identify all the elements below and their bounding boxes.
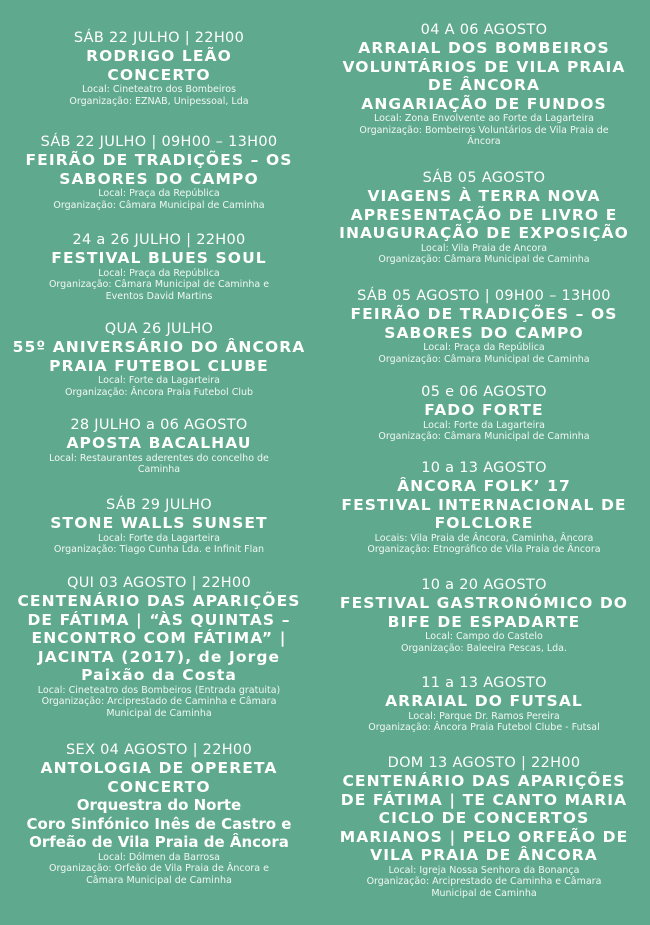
event-block — [0, 417, 318, 476]
event-title-line: APOSTA BACALHAU — [66, 434, 252, 452]
event-date: QUA 26 JULHO — [104, 321, 214, 337]
event-title-line: STONE WALLS SUNSET — [50, 514, 268, 532]
event-block — [0, 30, 318, 107]
event-title-line: DE FÁTIMA | “ÀS QUINTAS – — [27, 610, 291, 629]
event-block — [0, 321, 318, 398]
event-block — [325, 675, 643, 734]
event-date: 11 a 13 AGOSTO — [421, 675, 547, 691]
event-block — [0, 134, 318, 211]
event-title-line: PRAIA FUTEBOL CLUBE — [49, 356, 269, 375]
event-date: 10 a 20 AGOSTO — [421, 577, 547, 593]
event-title-line: ENCONTRO COM FÁTIMA” | — [31, 629, 287, 647]
event-date: QUI 03 AGOSTO | 22H00 — [67, 575, 251, 591]
event-title-line: MARIANOS | PELO ORFEÃO DE — [339, 827, 629, 846]
event-info-line: Organização: Câmara Municipal de Caminha e — [48, 279, 270, 290]
event-date: SÁB 05 AGOSTO | 09H00 – 13H00 — [357, 288, 611, 304]
event-title-line: ANTOLOGIA DE OPERETA — [40, 759, 278, 777]
event-title-line: DE FÁTIMA | TE CANTO MARIA — [340, 790, 628, 809]
event-date: 28 JULHO a 06 AGOSTO — [70, 417, 248, 433]
event-info-line: Organização: Âncora Praia Futebol Clube - Futsal — [368, 722, 600, 733]
event-subtitle-line: Orfeão de Vila Praia de Âncora — [29, 833, 289, 851]
event-date: 05 e 06 AGOSTO — [421, 384, 547, 400]
event-info-line: Local: Praça da República — [423, 342, 545, 353]
event-title-line: CENTENÁRIO DAS APARIÇÕES — [17, 592, 301, 610]
event-title-line: INAUGURAÇÃO DE EXPOSIÇÃO — [339, 224, 629, 242]
event-subtitle-line: Coro Sinfónico Inês de Castro e — [26, 814, 292, 833]
event-title-line: CENTENÁRIO DAS APARIÇÕES — [342, 772, 626, 790]
event-title-line: FESTIVAL BLUES SOUL — [51, 249, 267, 267]
event-info-line: Local: Cineteatro dos Bombeiros (Entrada gratuita) — [37, 684, 281, 696]
event-title-line: SABORES DO CAMPO — [384, 323, 584, 342]
event-date: 10 a 13 AGOSTO — [421, 460, 547, 476]
event-block — [0, 575, 318, 719]
event-title-line: ARRAIAL DOS BOMBEIROS — [358, 39, 610, 57]
event-info-line: Organização: Câmara Municipal de Caminha — [378, 254, 590, 265]
event-title-line: FEIRÃO DE TRADIÇÕES – OS — [25, 151, 293, 169]
event-title-line: VOLUNTÁRIOS DE VILA PRAIA — [342, 57, 626, 76]
event-info-line: Organização: Câmara Municipal de Caminha — [378, 353, 590, 365]
event-info-line: Organização: Etnográfico de Vila Praia de Âncora — [367, 544, 601, 555]
event-title-line: DE ÂNCORA — [427, 76, 541, 94]
event-title-line: FESTIVAL GASTRONÓMICO DO — [339, 594, 629, 612]
event-block — [0, 742, 318, 886]
event-info-line: Organização: Bombeiros Voluntários de Vila Praia de — [359, 124, 609, 136]
event-title-line: CICLO DE CONCERTOS — [378, 809, 590, 827]
event-info-line: Caminha — [137, 464, 181, 475]
event-date: 04 A 06 AGOSTO — [420, 22, 548, 38]
event-info-line: Câmara Municipal de Caminha — [86, 874, 232, 886]
event-date: SÁB 22 JULHO | 22H00 — [73, 30, 245, 46]
event-info-line: Local: Cineteatro dos Bombeiros — [82, 84, 236, 95]
event-info-line: Local: Campo do Castelo — [425, 631, 543, 642]
event-title-line: CONCERTO — [107, 65, 211, 84]
event-title-line: JACINTA (2017), de Jorge — [37, 647, 281, 666]
event-info-line: Locais: Vila Praia de Âncora, Caminha, Âncora — [374, 532, 594, 544]
event-title-line: VILA PRAIA DE ÂNCORA — [370, 846, 598, 864]
event-block — [325, 22, 643, 148]
event-title-line: 55º ANIVERSÁRIO DO ÂNCORA — [12, 338, 306, 356]
event-info-line: Local: Parque Dr. Ramos Pereira — [408, 710, 560, 722]
event-info-line: Municipal de Caminha — [106, 707, 212, 719]
event-info-line: Organização: Câmara Municipal de Caminha — [53, 199, 265, 211]
event-title-line: ANGARIAÇÃO DE FUNDOS — [361, 94, 607, 113]
event-info-line: Local: Forte da Lagarteira — [98, 375, 220, 386]
event-title-line: SABORES DO CAMPO — [59, 169, 259, 188]
event-info-line: Organização: Baleeira Pescas, Lda. — [400, 642, 568, 654]
event-info-line: Local: Dólmen da Barrosa — [98, 851, 220, 863]
event-date: SÁB 29 JULHO — [106, 497, 212, 513]
event-date: SEX 04 AGOSTO | 22H00 — [66, 742, 252, 758]
event-info-line: Âncora — [467, 136, 501, 147]
event-block — [325, 755, 643, 899]
event-info-line: Organização: EZNAB, Unipessoal, Lda — [69, 95, 249, 107]
event-block — [325, 460, 643, 556]
event-info-line: Organização: Orfeão de Vila Praia de Âncora e — [49, 863, 269, 874]
event-info-line: Organização: Arciprestado de Caminha e Câmara — [41, 696, 277, 707]
event-info-line: Local: Praça da República — [98, 267, 220, 279]
event-block — [325, 577, 643, 654]
event-block — [325, 288, 643, 365]
event-date: SÁB 05 AGOSTO — [422, 170, 546, 186]
event-title-line: ÂNCORA FOLK’ 17 — [397, 477, 571, 495]
event-info-line: Organização: Câmara Municipal de Caminha — [378, 431, 590, 442]
event-info-line: Eventos David Martins — [105, 290, 213, 302]
event-date: 24 a 26 JULHO | 22H00 — [72, 232, 246, 248]
event-info-line: Local: Forte da Lagarteira — [98, 532, 220, 544]
event-info-line: Organização: Arciprestado de Caminha e Câmara — [366, 876, 602, 887]
event-info-line: Local: Igreja Nossa Senhora da Bonança — [388, 864, 580, 876]
event-title-line: ARRAIAL DO FUTSAL — [385, 692, 583, 710]
event-date: SÁB 22 JULHO | 09H00 – 13H00 — [40, 134, 278, 150]
event-title-line: CONCERTO — [107, 777, 211, 796]
event-title-line: FEIRÃO DE TRADIÇÕES – OS — [350, 305, 618, 323]
event-block — [0, 497, 318, 556]
event-info-line: Local: Forte da Lagarteira — [423, 419, 545, 431]
event-block — [325, 384, 643, 443]
event-title-line: FESTIVAL INTERNACIONAL DE — [341, 495, 627, 514]
event-info-line: Local: Restaurantes aderentes do concelho de — [49, 452, 269, 464]
event-info-line: Organização: Âncora Praia Futebol Club — [64, 386, 254, 398]
event-info-line: Organização: Tiago Cunha Lda. e Infinit Flan — [53, 544, 265, 555]
event-title-line: APRESENTAÇÃO DE LIVRO E — [350, 205, 618, 224]
event-info-line: Municipal de Caminha — [431, 887, 537, 899]
event-block — [0, 232, 318, 302]
event-title-line: FADO FORTE — [424, 401, 544, 419]
event-block — [325, 170, 643, 266]
event-title-line: RODRIGO LEÃO — [86, 47, 232, 65]
event-info-line: Local: Vila Praia de Ancora — [420, 242, 548, 254]
event-info-line: Local: Praça da República — [98, 188, 220, 199]
event-title-line: FOLCLORE — [434, 514, 534, 532]
event-date: DOM 13 AGOSTO | 22H00 — [387, 755, 581, 771]
event-title-line: Paixão da Costa — [81, 666, 237, 684]
event-subtitle-line: Orquestra do Norte — [76, 796, 242, 814]
event-title-line: VIAGENS À TERRA NOVA — [367, 187, 601, 205]
event-title-line: BIFE DE ESPADARTE — [387, 612, 581, 631]
event-info-line: Local: Zona Envolvente ao Forte da Lagarteira — [374, 113, 594, 124]
